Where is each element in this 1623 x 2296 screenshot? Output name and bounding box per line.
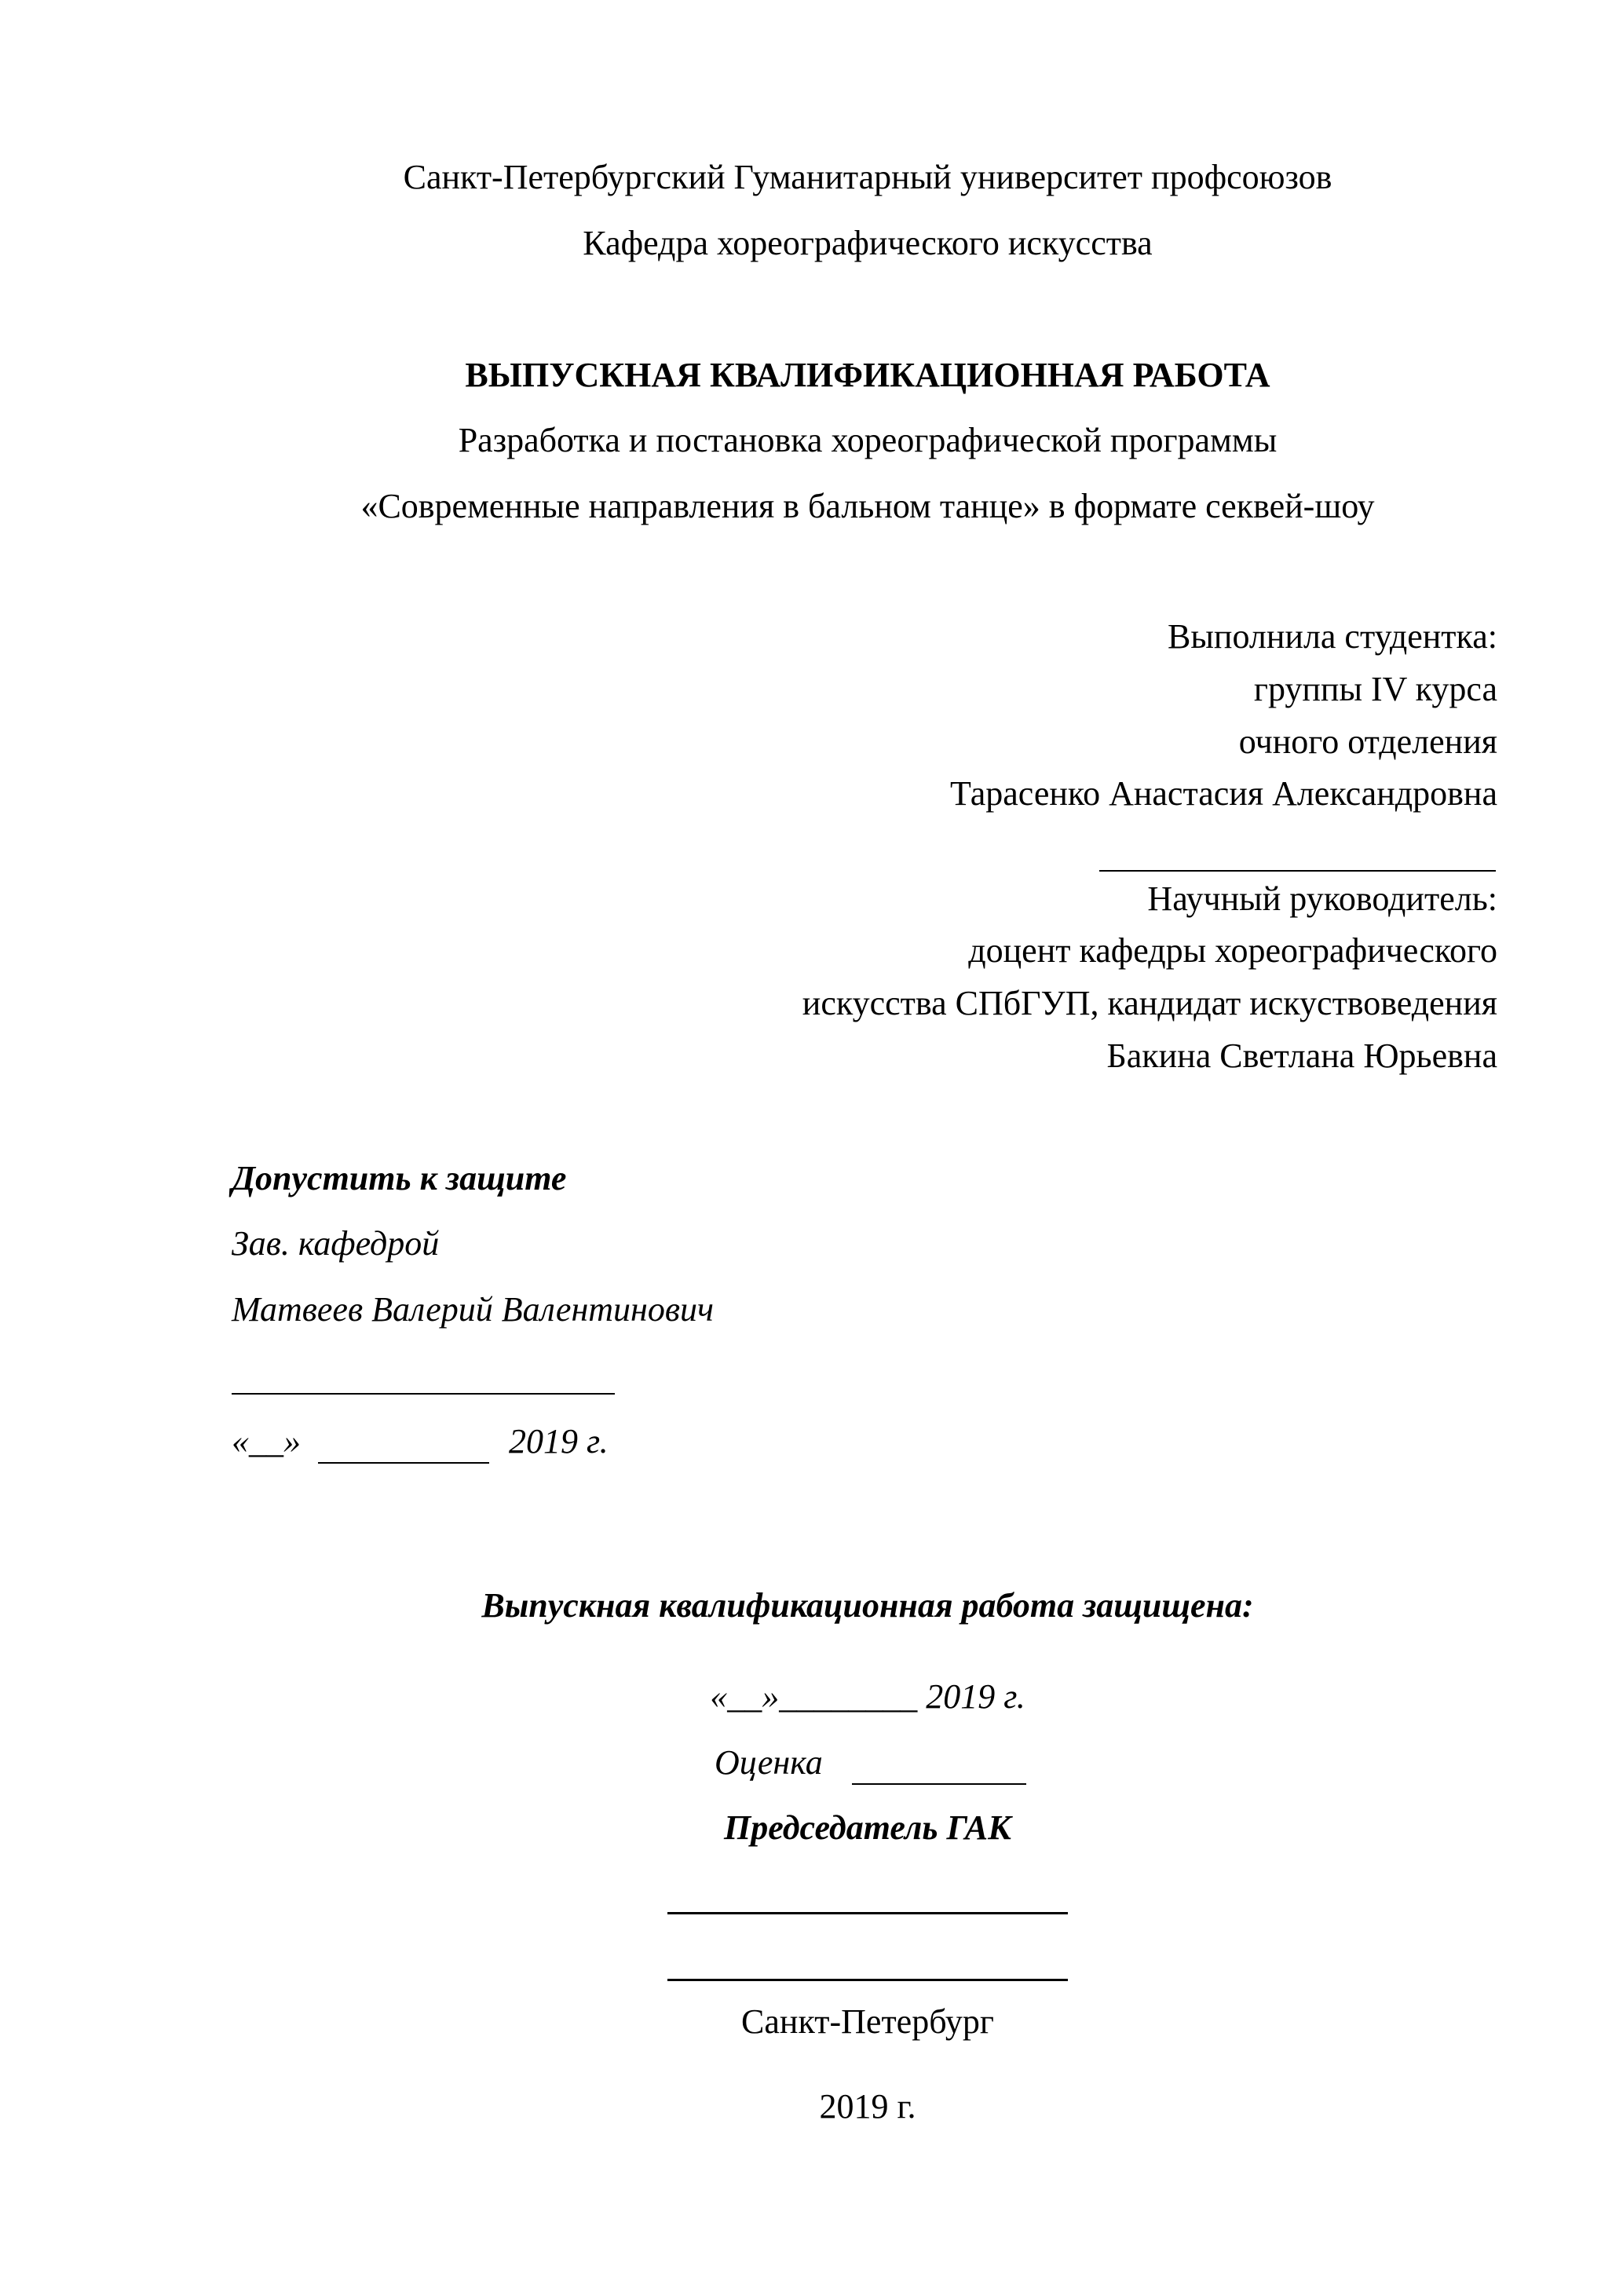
department-name: Кафедра хореографического искусства bbox=[583, 224, 1153, 262]
topic-line-1: Разработка и постановка хореографической программы bbox=[458, 421, 1278, 459]
grade-line bbox=[852, 1783, 1026, 1785]
university-name: Санкт-Петербургский Гуманитарный университет профсоюзов bbox=[403, 158, 1332, 196]
supervisor-label: Научный руководитель: bbox=[1147, 879, 1497, 918]
document-type-heading: ВЫПУСКНАЯ КВАЛИФИКАЦИОННАЯ РАБОТА bbox=[465, 356, 1270, 394]
city: Санкт-Петербург bbox=[741, 2002, 994, 2041]
grade-label: Оценка bbox=[715, 1743, 823, 1782]
chair-signature-line bbox=[667, 1912, 1068, 1914]
defense-heading: Выпускная квалификационная работа защищена: bbox=[481, 1586, 1254, 1625]
commission-chair: Председатель ГАК bbox=[724, 1808, 1011, 1847]
student-form: очного отделения bbox=[1238, 722, 1497, 761]
admission-heading: Допустить к защите bbox=[232, 1159, 567, 1197]
admission-year: 2019 г. bbox=[509, 1422, 609, 1461]
supervisor-name: Бакина Светлана Юрьевна bbox=[1106, 1036, 1497, 1075]
admission-signature-line bbox=[232, 1393, 615, 1395]
topic-line-2: «Современные направления в бальном танце» в формате секвей-шоу bbox=[360, 487, 1375, 525]
admission-name: Матвеев Валерий Валентинович bbox=[232, 1290, 714, 1329]
supervisor-position-line-1: доцент кафедры хореографического bbox=[968, 931, 1497, 970]
defense-date: «__»________ 2019 г. bbox=[710, 1677, 1025, 1716]
student-label: Выполнила студентка: bbox=[1168, 617, 1497, 656]
student-name: Тарасенко Анастасия Александровна bbox=[949, 774, 1497, 813]
student-signature-line bbox=[1099, 870, 1496, 872]
admission-date-quote: «__» bbox=[232, 1422, 301, 1461]
admission-role: Зав. кафедрой bbox=[232, 1224, 440, 1263]
student-group: группы IV курса bbox=[1253, 670, 1497, 708]
year: 2019 г. bbox=[819, 2087, 916, 2126]
chair-name-line bbox=[667, 1979, 1068, 1981]
supervisor-position-line-2: искусства СПбГУП, кандидат искуствоведения bbox=[802, 984, 1497, 1022]
admission-month-line bbox=[318, 1462, 489, 1464]
